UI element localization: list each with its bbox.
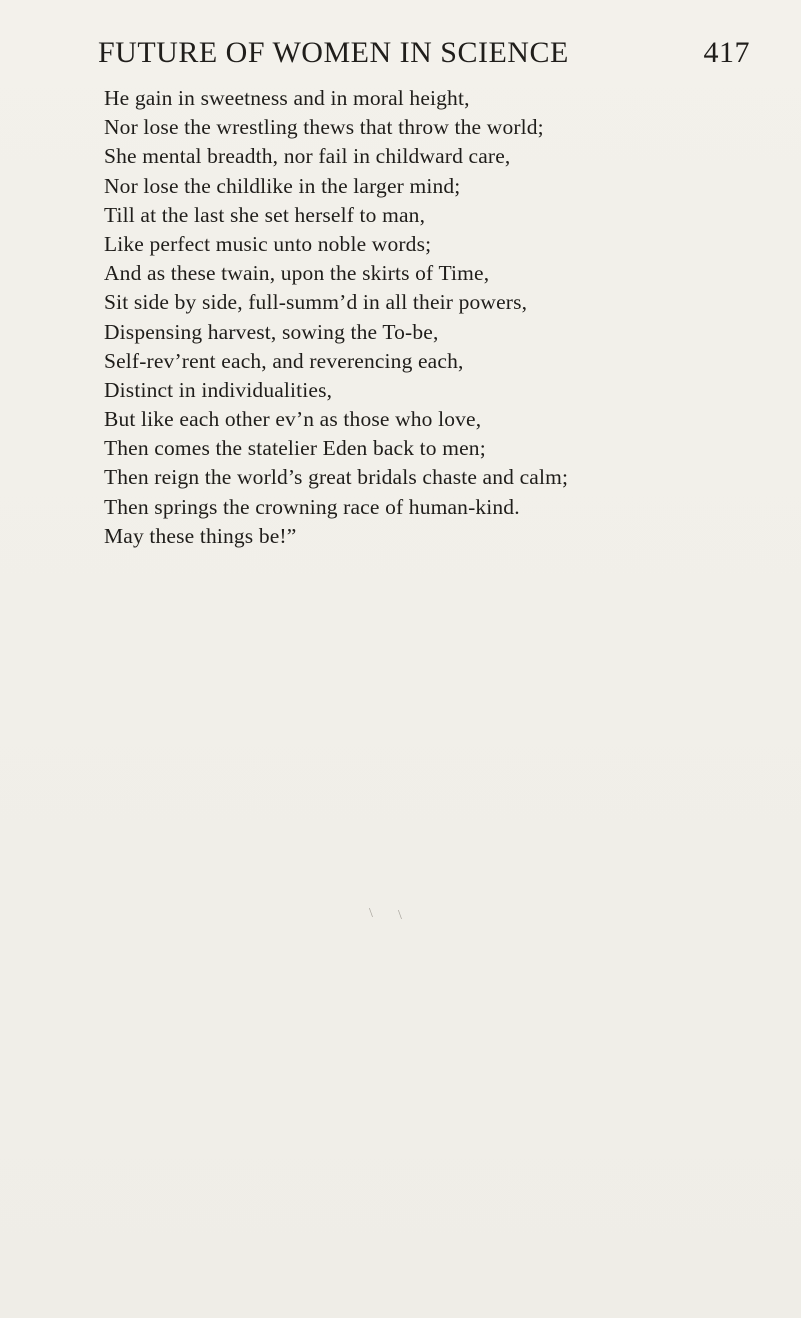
poem-line: Then comes the statelier Eden back to men; <box>104 436 486 461</box>
poem-line: Dispensing harvest, sowing the To-be, <box>104 319 439 344</box>
poem-line: Self-rev’rent each, and reverencing each, <box>104 348 464 373</box>
poem-line: Sit side by side, full-summ’d in all their powers, <box>104 290 528 315</box>
printer-mark-right: \ <box>398 908 402 923</box>
poem-line: Distinct in individualities, <box>104 377 333 402</box>
poem-line: Then reign the world’s great bridals chaste and calm; <box>104 465 569 490</box>
poem-line: He gain in sweetness and in moral height, <box>104 86 470 110</box>
poem-line: Nor lose the childlike in the larger mind; <box>104 173 461 198</box>
poem-line: She mental breadth, nor fail in childward care, <box>104 144 511 169</box>
poem-line: Then springs the crowning race of human-kind. <box>104 494 520 519</box>
poem-line: May these things be!” <box>104 523 297 548</box>
page-number: 417 <box>703 36 750 69</box>
poem-line: But like each other ev’n as those who love, <box>104 407 482 432</box>
poem-verse <box>104 84 774 551</box>
poem-line: Nor lose the wrestling thews that throw the world; <box>104 115 544 140</box>
poem-line: And as these twain, upon the skirts of Time, <box>104 261 490 286</box>
running-head <box>98 36 750 76</box>
poem-line: Like perfect music unto noble words; <box>104 231 432 256</box>
poem-line: Till at the last she set herself to man, <box>104 202 426 227</box>
printer-mark-left: \ <box>369 906 373 921</box>
running-title: FUTURE OF WOMEN IN SCIENCE <box>98 36 569 69</box>
